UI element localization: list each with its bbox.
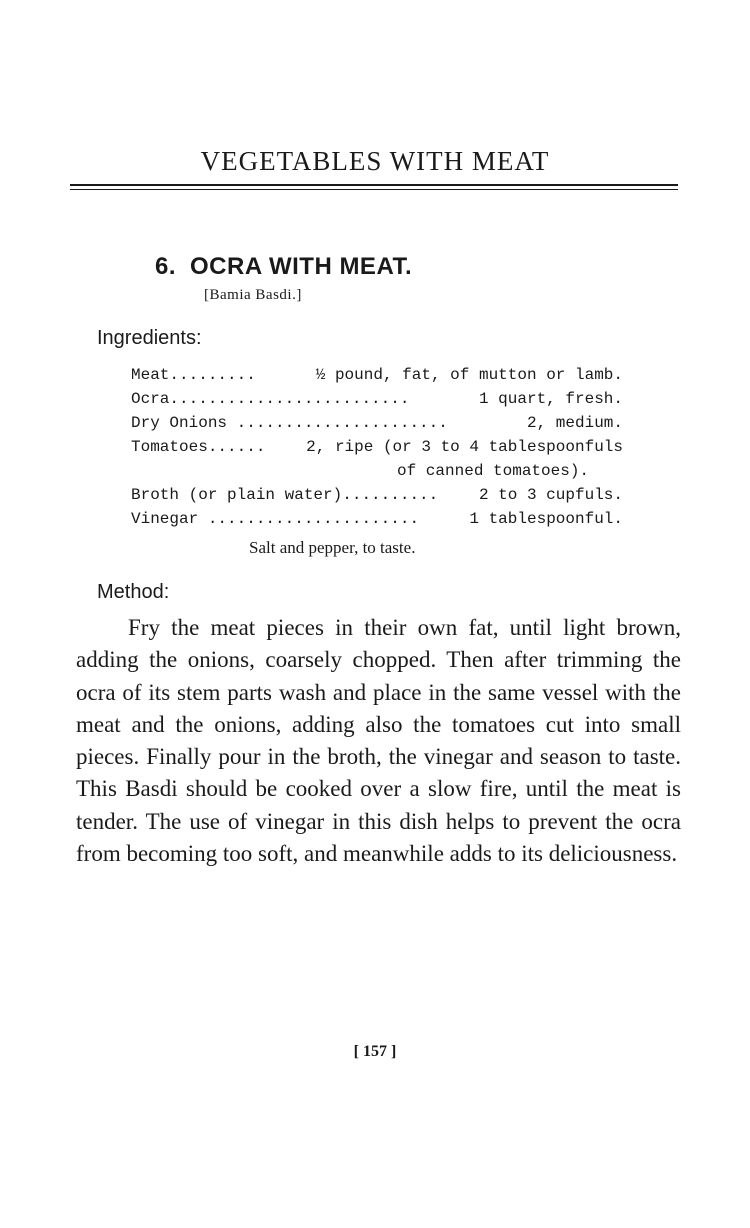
method-paragraph: Fry the meat pieces in their own fat, until light brown, adding the onions, coarsely chopped. Then after trimming the ocra of its stem parts wash and place in the same vessel with the meat and the onions, adding also the tomatoes cut into small pieces. Finally pour in the broth, the vinegar and season to taste. This Basdi should be cooked over a slow fire, until the meat is tender. The use of vinegar in this dish helps to prevent the ocra from becoming too soft, and meanwhile adds to its deliciousness. (76, 615, 681, 867)
ingredient-continuation: of canned tomatoes). (397, 462, 590, 480)
header-rule-thin (70, 189, 678, 190)
ingredient-line (131, 414, 623, 432)
ingredient-line (131, 510, 623, 528)
ingredient-name: Ocra......................... (131, 390, 410, 408)
page-number: [ 157 ] (353, 1043, 397, 1060)
ingredient-name: Broth (or plain water).......... (131, 486, 439, 504)
ingredient-amount: 2 to 3 cupfuls. (478, 486, 623, 504)
ingredient-seasoning-note: Salt and pepper, to taste. (249, 538, 416, 557)
ingredient-name: Meat......... (131, 366, 256, 384)
ingredient-name: Dry Onions ...................... (131, 414, 448, 432)
ingredients-label: Ingredients: (97, 327, 202, 349)
ingredient-line (131, 390, 623, 408)
recipe-title: OCRA WITH MEAT. (190, 253, 413, 280)
recipe-subtitle: [Bamia Basdi.] (204, 287, 302, 303)
ingredient-name: Vinegar ...................... (131, 510, 420, 528)
ingredient-line (131, 438, 623, 456)
ingredient-amount: 1 quart, fresh. (478, 390, 623, 408)
header-rule-thick (70, 184, 678, 186)
ingredient-line (131, 486, 623, 504)
recipe-heading (155, 253, 412, 281)
recipe-number: 6. (155, 253, 177, 280)
ingredient-amount: ½ pound, fat, of mutton or lamb. (315, 366, 623, 384)
ingredient-name: Tomatoes...... (131, 438, 266, 456)
ingredient-amount: 2, medium. (526, 414, 623, 432)
ingredient-line (131, 366, 623, 384)
ingredient-amount: 2, ripe (or 3 to 4 tablespoonfuls (306, 438, 623, 456)
ingredient-amount: 1 tablespoonful. (469, 510, 623, 528)
page-header-title: VEGETABLES WITH MEAT (200, 146, 550, 176)
method-label: Method: (97, 581, 170, 603)
